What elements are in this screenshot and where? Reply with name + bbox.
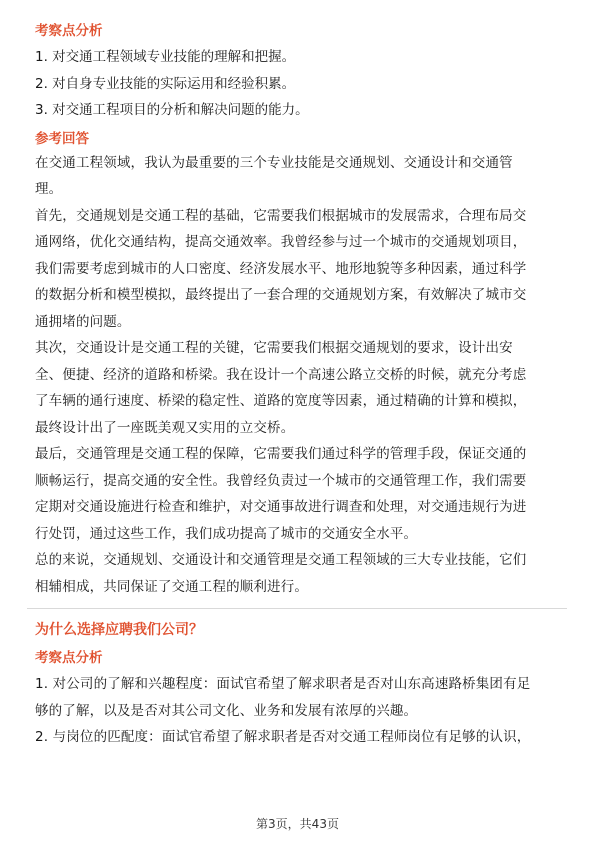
answer-line: 在交通工程领域，我认为最重要的三个专业技能是交通规划、交通设计和交通管 bbox=[35, 154, 513, 171]
page-number: 第3页，共43页 bbox=[256, 817, 339, 831]
answer-line: 相辅相成，共同保证了交通工程的顺利进行。 bbox=[35, 578, 308, 595]
section-heading-reference-answer: 参考回答 bbox=[35, 130, 89, 147]
answer-line: 的数据分析和模型模拟，最终提出了一套合理的交通规划方案，有效解决了城市交 bbox=[35, 287, 527, 303]
list-item: 3. 对交通工程项目的分析和解决问题的能力。 bbox=[35, 102, 309, 118]
section-heading-analysis-2: 考察点分析 bbox=[35, 650, 103, 666]
answer-line: 最终设计出了一座既美观又实用的立交桥。 bbox=[35, 419, 295, 436]
answer-line: 通拥堵的问题。 bbox=[35, 313, 131, 330]
answer-line: 顺畅运行，提高交通的安全性。我曾经负责过一个城市的交通管理工作，我们需要 bbox=[35, 472, 527, 489]
list-item: 2. 与岗位的匹配度：面试官希望了解求职者是否对交通工程师岗位有足够的认识， bbox=[35, 729, 531, 745]
list-item: 1. 对公司的了解和兴趣程度：面试官希望了解求职者是否对山东高速路桥集团有足 bbox=[35, 676, 531, 692]
answer-line: 首先，交通规划是交通工程的基础，它需要我们根据城市的发展需求，合理布局交 bbox=[35, 207, 527, 224]
answer-line: 定期对交通设施进行检查和维护，对交通事故进行调查和处理，对交通违规行为进 bbox=[35, 499, 527, 515]
section-heading-analysis: 考察点分析 bbox=[35, 23, 103, 39]
answer-line: 总的来说，交通规划、交通设计和交通管理是交通工程领域的三大专业技能，它们 bbox=[35, 552, 527, 568]
document-content bbox=[35, 20, 560, 751]
question-title: 为什么选择应聘我们公司？ bbox=[35, 622, 203, 638]
answer-line: 通网络，优化交通结构，提高交通效率。我曾经参与过一个城市的交通规划项目， bbox=[35, 234, 527, 250]
answer-line: 理。 bbox=[35, 181, 63, 197]
list-item: 2. 对自身专业技能的实际运用和经验积累。 bbox=[35, 75, 296, 92]
section-divider bbox=[27, 608, 567, 609]
answer-line: 其次，交通设计是交通工程的关键，它需要我们根据交通规划的要求，设计出安 bbox=[35, 340, 513, 356]
answer-line: 我们需要考虑到城市的人口密度、经济发展水平、地形地貌等多种因素，通过科学 bbox=[35, 260, 527, 277]
analysis-list bbox=[35, 44, 560, 124]
list-item: 1. 对交通工程领域专业技能的理解和把握。 bbox=[35, 49, 296, 65]
answer-line: 行处罚，通过这些工作，我们成功提高了城市的交通安全水平。 bbox=[35, 525, 418, 542]
list-item: 够的了解，以及是否对其公司文化、业务和发展有浓厚的兴趣。 bbox=[35, 702, 418, 719]
answer-line: 全、便捷、经济的道路和桥梁。我在设计一个高速公路立交桥的时候，就充分考虑 bbox=[35, 366, 527, 383]
answer-line: 最后，交通管理是交通工程的保障，它需要我们通过科学的管理手段，保证交通的 bbox=[35, 446, 527, 462]
reference-answer-body bbox=[35, 150, 560, 601]
answer-line: 了车辆的通行速度、桥梁的稳定性、道路的宽度等因素，通过精确的计算和模拟， bbox=[35, 393, 527, 409]
analysis-list-2 bbox=[35, 671, 560, 751]
